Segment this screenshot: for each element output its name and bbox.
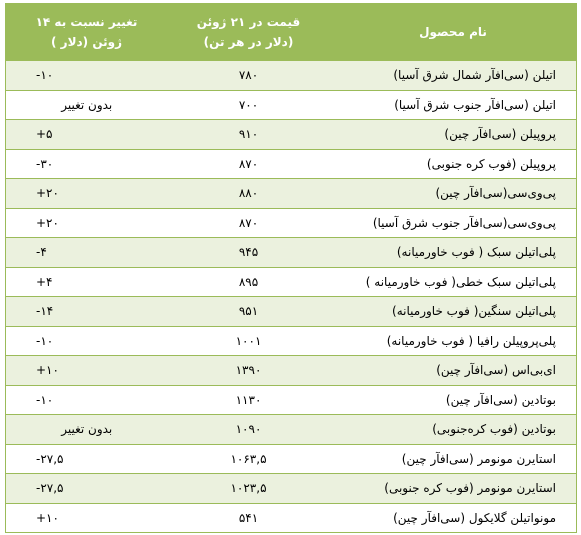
price-cell: ۹۴۵ (168, 238, 330, 268)
table-row (6, 120, 577, 150)
table-row (6, 385, 577, 415)
price-table-container (5, 3, 576, 533)
price-cell: ۸۸۰ (168, 179, 330, 209)
change-cell: -۴ (6, 238, 168, 268)
table-row (6, 474, 577, 504)
table-body (6, 61, 577, 533)
price-table (5, 3, 577, 533)
table-header-row (6, 4, 577, 61)
product-name-cell: مونواتیلن گلایکول (سی‌افآر چین) (330, 503, 577, 533)
price-cell: ۱۰۰۱ (168, 326, 330, 356)
change-cell: -۱۰ (6, 326, 168, 356)
change-cell: بدون تغییر (6, 415, 168, 445)
table-row (6, 238, 577, 268)
price-cell: ۱۳۹۰ (168, 356, 330, 386)
product-name-cell: پی‌وی‌سی(سی‌افآر جنوب شرق آسیا) (330, 208, 577, 238)
table-row (6, 444, 577, 474)
product-name-cell: پروپیلن (سی‌افآر چین) (330, 120, 577, 150)
price-cell: ۸۹۵ (168, 267, 330, 297)
table-row (6, 356, 577, 386)
change-cell: -۲۷,۵ (6, 474, 168, 504)
product-name-cell: استایرن مونومر (فوب کره جنوبی) (330, 474, 577, 504)
change-cell: بدون تغییر (6, 90, 168, 120)
change-cell: -۲۷,۵ (6, 444, 168, 474)
price-cell: ۱۰۲۳,۵ (168, 474, 330, 504)
table-row (6, 503, 577, 533)
price-cell: ۱۰۶۳,۵ (168, 444, 330, 474)
price-cell: ۵۴۱ (168, 503, 330, 533)
product-name-cell: پروپیلن (فوب کره جنوبی) (330, 149, 577, 179)
product-name-cell: پلی‌پروپیلن رافیا ( فوب خاورمیانه) (330, 326, 577, 356)
product-name-cell: پلی‌اتیلن سبک خطی( فوب خاورمیانه ) (330, 267, 577, 297)
price-cell: ۹۵۱ (168, 297, 330, 327)
header-price (168, 4, 330, 61)
product-name-cell: استایرن مونومر (سی‌افآر چین) (330, 444, 577, 474)
product-name-cell: اتیلن (سی‌افآر جنوب شرق آسیا) (330, 90, 577, 120)
change-cell: +۲۰ (6, 179, 168, 209)
price-cell: ۸۷۰ (168, 208, 330, 238)
product-name-cell: پلی‌اتیلن سبک ( فوب خاورمیانه) (330, 238, 577, 268)
price-cell: ۹۱۰ (168, 120, 330, 150)
change-cell: +۴ (6, 267, 168, 297)
product-name-cell: پی‌وی‌سی(سی‌افآر چین) (330, 179, 577, 209)
change-cell: -۱۰ (6, 385, 168, 415)
table-row (6, 61, 577, 91)
table-row (6, 415, 577, 445)
table-row (6, 326, 577, 356)
price-cell: ۱۰۹۰ (168, 415, 330, 445)
table-row (6, 267, 577, 297)
header-change-line2: ژوئن (دلار ) (51, 35, 122, 49)
table-row (6, 90, 577, 120)
change-cell: +۱۰ (6, 503, 168, 533)
table-row (6, 297, 577, 327)
product-name-cell: پلی‌اتیلن سنگین( فوب خاورمیانه) (330, 297, 577, 327)
header-price-line2: (دلار در هر تن) (203, 35, 294, 49)
table-row (6, 149, 577, 179)
price-cell: ۷۰۰ (168, 90, 330, 120)
header-change-line1: تغییر نسبت به ۱۴ (35, 15, 138, 29)
table-row (6, 179, 577, 209)
change-cell: +۵ (6, 120, 168, 150)
product-name-cell: بوتادین (سی‌افآر چین) (330, 385, 577, 415)
price-cell: ۷۸۰ (168, 61, 330, 91)
product-name-cell: ای‌بی‌اس (سی‌افآر چین) (330, 356, 577, 386)
price-cell: ۱۱۳۰ (168, 385, 330, 415)
header-product (330, 4, 577, 61)
header-product-label: نام محصول (419, 25, 487, 39)
table-row (6, 208, 577, 238)
change-cell: -۱۴ (6, 297, 168, 327)
change-cell: -۱۰ (6, 61, 168, 91)
product-name-cell: بوتادین (فوب کره‌جنوبی) (330, 415, 577, 445)
change-cell: -۳۰ (6, 149, 168, 179)
header-price-line1: قیمت در ۲۱ ژوئن (196, 15, 301, 29)
price-cell: ۸۷۰ (168, 149, 330, 179)
product-name-cell: اتیلن (سی‌افآر شمال شرق آسیا) (330, 61, 577, 91)
change-cell: +۱۰ (6, 356, 168, 386)
header-change (6, 4, 168, 61)
change-cell: +۲۰ (6, 208, 168, 238)
